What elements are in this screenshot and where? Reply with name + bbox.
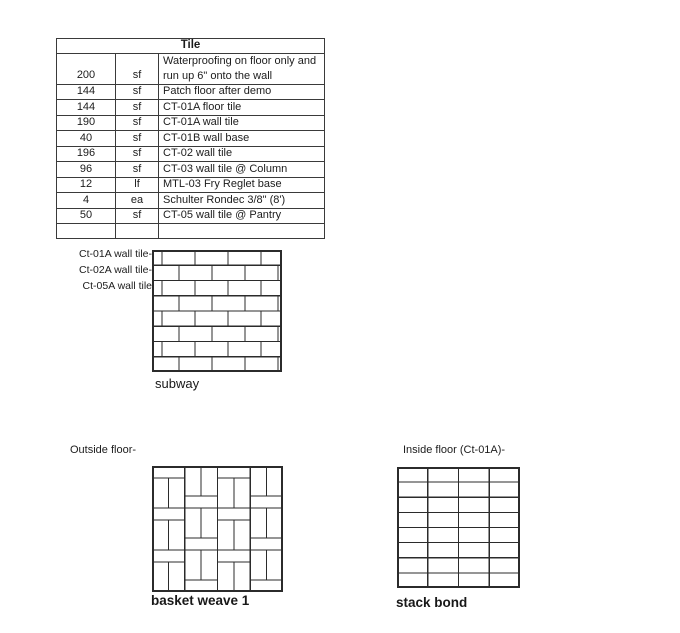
outside-floor-label: Outside floor- (70, 444, 137, 456)
tile-quantity-table (56, 38, 325, 239)
qty-cell: 50 (57, 208, 116, 224)
qty-cell: 200 (57, 53, 116, 84)
desc-cell: CT-03 wall tile @ Column (159, 162, 325, 178)
qty-cell: 96 (57, 162, 116, 178)
unit-cell: sf (116, 208, 159, 224)
desc-cell: CT-01A floor tile (159, 100, 325, 116)
table-title-row (57, 39, 325, 54)
desc-cell: CT-05 wall tile @ Pantry (159, 208, 325, 224)
basket-weave-label: basket weave 1 (151, 593, 250, 608)
table-row (57, 53, 325, 84)
unit-cell: ea (116, 193, 159, 209)
desc-cell: MTL-03 Fry Reglet base (159, 177, 325, 193)
table-title: Tile (57, 39, 325, 54)
desc-cell: CT-01B wall base (159, 131, 325, 147)
stack-bond-pattern-diagram (397, 467, 520, 593)
qty-cell: 144 (57, 100, 116, 116)
table-row (57, 84, 325, 100)
unit-cell: sf (116, 100, 159, 116)
qty-cell: 144 (57, 84, 116, 100)
wall-tile-label-group (58, 246, 152, 294)
table-row (57, 193, 325, 209)
desc-cell (159, 224, 325, 239)
subway-label: subway (155, 376, 200, 391)
desc-cell: Patch floor after demo (159, 84, 325, 100)
table-row (57, 162, 325, 178)
table-row (57, 146, 325, 162)
wall-tile-label: Ct-01A wall tile- (79, 248, 152, 260)
unit-cell: sf (116, 146, 159, 162)
wall-tile-label: Ct-05A wall tile (82, 280, 152, 292)
basket-weave-pattern-diagram (152, 466, 283, 597)
qty-cell: 196 (57, 146, 116, 162)
table-row (57, 115, 325, 131)
qty-cell: 40 (57, 131, 116, 147)
qty-cell (57, 224, 116, 239)
qty-cell: 12 (57, 177, 116, 193)
table-row (57, 100, 325, 116)
subway-pattern-diagram (152, 250, 282, 377)
inside-floor-label: Inside floor (Ct-01A)- (403, 444, 506, 456)
unit-cell: sf (116, 115, 159, 131)
unit-cell (116, 224, 159, 239)
desc-cell: Schulter Rondec 3/8" (8') (159, 193, 325, 209)
desc-cell: CT-02 wall tile (159, 146, 325, 162)
table-row (57, 224, 325, 239)
unit-cell: sf (116, 84, 159, 100)
table-row (57, 177, 325, 193)
unit-cell: lf (116, 177, 159, 193)
stack-bond-label: stack bond (396, 595, 468, 610)
desc-cell: CT-01A wall tile (159, 115, 325, 131)
wall-tile-label: Ct-02A wall tile- (79, 264, 152, 276)
qty-cell: 190 (57, 115, 116, 131)
table-row (57, 208, 325, 224)
table-row (57, 131, 325, 147)
desc-cell: Waterproofing on floor only and run up 6" onto the wall (159, 53, 325, 84)
qty-cell: 4 (57, 193, 116, 209)
unit-cell: sf (116, 162, 159, 178)
unit-cell: sf (116, 131, 159, 147)
unit-cell: sf (116, 53, 159, 84)
